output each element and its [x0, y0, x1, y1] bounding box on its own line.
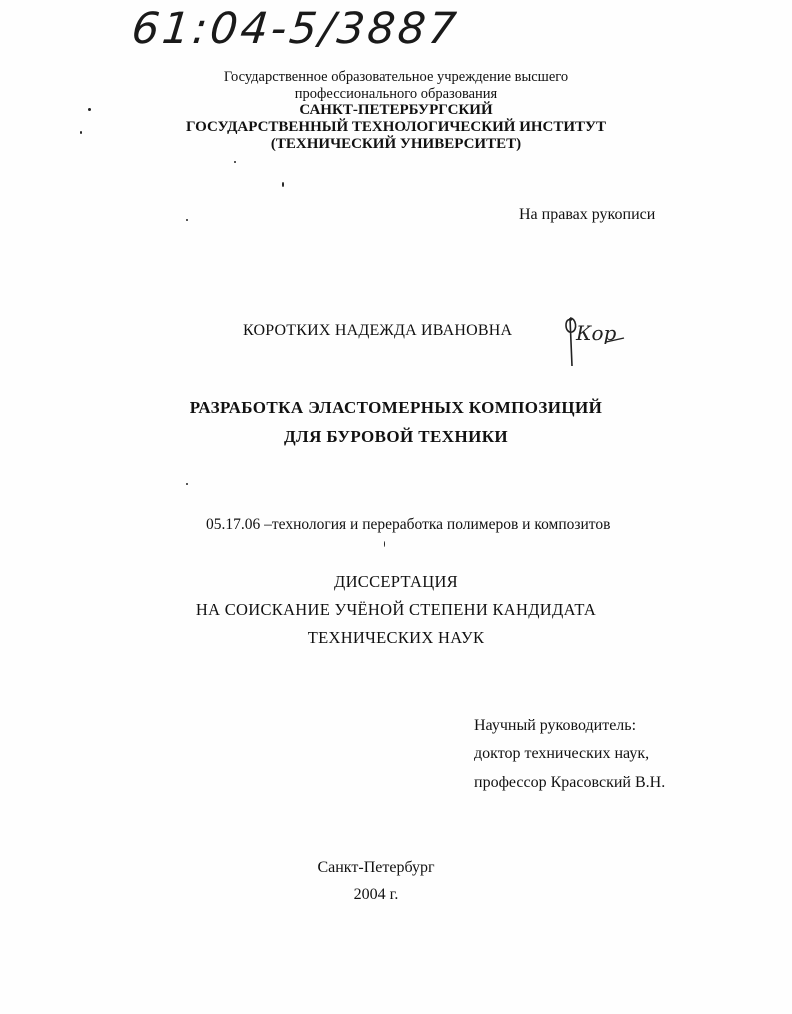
dissertation-heading: ДИССЕРТАЦИЯ — [334, 572, 458, 591]
author-signature — [562, 306, 632, 370]
dissertation-title-line-1: РАЗРАБОТКА ЭЛАСТОМЕРНЫХ КОМПОЗИЦИЙ — [189, 398, 603, 417]
scan-speck — [234, 161, 236, 163]
advisor-name: профессор Красовский В.Н. — [474, 774, 666, 791]
institution-level-line: профессионального образования — [294, 86, 498, 102]
advisor-role: Научный руководитель: — [474, 717, 637, 734]
advisor-degree: доктор технических наук, — [474, 745, 650, 762]
scan-speck — [186, 483, 188, 485]
author-name: КОРОТКИХ НАДЕЖДА ИВАНОВНА — [243, 322, 513, 339]
degree-line-2: ТЕХНИЧЕСКИХ НАУК — [307, 628, 485, 647]
institution-city-line: САНКТ-ПЕТЕРБУРГСКИЙ — [299, 102, 493, 118]
institution-subtitle-line: (ТЕХНИЧЕСКИЙ УНИВЕРСИТЕТ) — [270, 136, 522, 152]
city: Санкт-Петербург — [317, 859, 435, 876]
rights-note: На правах рукописи — [519, 206, 656, 223]
scan-speck — [186, 219, 188, 221]
signature-text: Кор — [576, 321, 617, 345]
institution-name-line: ГОСУДАРСТВЕННЫЙ ТЕХНОЛОГИЧЕСКИЙ ИНСТИТУТ — [185, 119, 607, 135]
degree-line-1: НА СОИСКАНИЕ УЧЁНОЙ СТЕПЕНИ КАНДИДАТА — [195, 600, 597, 619]
institution-type-line: Государственное образовательное учреждение высшего — [223, 69, 569, 85]
scan-speck — [282, 182, 284, 187]
archive-number: 61:04-5/3887 — [129, 4, 462, 54]
scan-speck — [80, 131, 82, 134]
scan-speck — [88, 108, 91, 111]
scan-speck — [384, 541, 385, 547]
specialty-code: 05.17.06 –технология и переработка полимеров и композитов — [206, 516, 611, 533]
dissertation-title-line-2: ДЛЯ БУРОВОЙ ТЕХНИКИ — [283, 427, 509, 446]
year: 2004 г. — [353, 886, 399, 903]
